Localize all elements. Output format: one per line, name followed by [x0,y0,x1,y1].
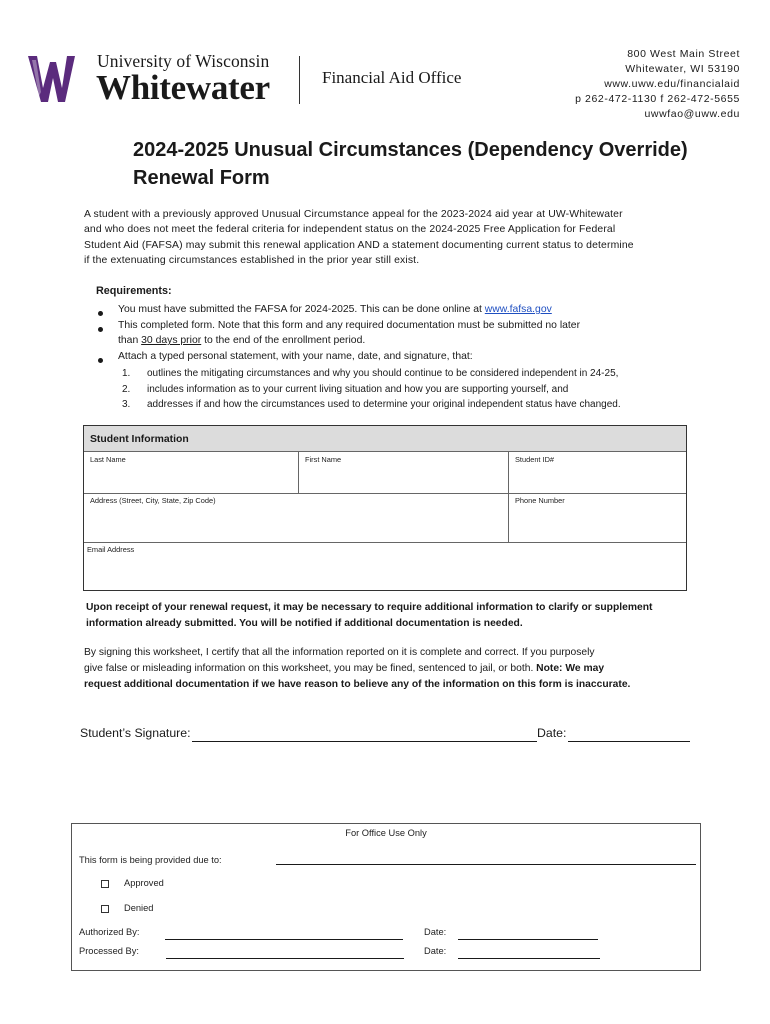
signature-label: Student’s Signature: [80,726,191,740]
sub-item-number: 1. [122,368,131,379]
first-name-label: First Name [305,455,342,464]
last-name-field[interactable] [84,452,298,493]
authorized-date-label: Date: [424,927,447,937]
bullet-icon [98,358,103,363]
processed-by-line[interactable] [166,958,404,959]
contact-city: Whitewater, WI 53190 [625,63,740,75]
requirement-2-line-1: This completed form. Note that this form and any required documentation must be submitted no later [118,320,581,331]
office-use-heading: For Office Use Only [345,828,427,838]
office-use-section [71,823,701,971]
signature-date-label: Date: [537,726,567,740]
processed-by-label: Processed By: [79,946,139,956]
approved-label: Approved [124,878,164,888]
bullet-icon [98,327,103,332]
processed-date-label: Date: [424,946,447,956]
contact-block [575,47,740,122]
reason-line[interactable] [276,864,696,865]
office-name: Financial Aid Office [322,68,462,87]
sub-item-text: outlines the mitigating circumstances and why you should continue to be considered independent in 24-25, [147,368,619,379]
authorized-by-label: Authorized By: [79,927,140,937]
intro-paragraph [84,207,689,269]
email-label: Email Address [87,545,135,554]
address-label: Address (Street, City, State, Zip Code) [90,496,216,505]
student-info-section [83,425,687,591]
campus-name: Whitewater [96,68,270,107]
denied-checkbox[interactable] [101,905,109,913]
last-name-label: Last Name [90,455,126,464]
student-id-label: Student ID# [515,455,555,464]
first-name-field[interactable] [299,452,508,493]
requirement-item-2 [118,318,580,349]
sub-item-number: 2. [122,383,131,395]
intro-line: if the extenuating circumstances established in the prior year still exist. [84,255,420,267]
intro-line: A student with a previously approved Unusual Circumstance appeal for the 2023-2024 aid year at UW-Whitewater [84,209,623,220]
bullet-icon [98,311,103,316]
university-name: University of Wisconsin [97,51,270,71]
student-info-heading: Student Information [90,434,189,445]
student-info-header [84,426,686,452]
phone-label: Phone Number [515,496,565,505]
requirement-2-line-2 [118,333,580,348]
notice-paragraph [86,600,696,632]
signature-date-line[interactable] [568,741,690,742]
sub-item [122,366,621,382]
certify-line-1: By signing this worksheet, I certify that all the information reported on it is complete and correct. If you purposely [84,647,595,658]
contact-phone: p 262-472-1130 f 262-472-5655 [575,93,740,105]
authorized-by-line[interactable] [165,939,403,940]
certification-paragraph [84,645,694,692]
page-title [133,136,688,192]
signature-line[interactable] [192,741,537,742]
header-divider [299,56,300,104]
denied-label: Denied [124,903,154,913]
notice-line: Upon receipt of your renewal request, it may be necessary to require additional information to clarify or supplement [86,602,653,613]
notice-line: information already submitted. You will be notified if additional documentation is needed. [86,617,523,629]
deadline-underline: 30 days prior [141,335,202,347]
certify-note: Note: We may [536,662,605,674]
sub-item-text: addresses if and how the circumstances used to determine your original independent status have changed. [147,399,621,411]
approved-checkbox[interactable] [101,880,109,888]
student-id-field[interactable] [509,452,686,493]
requirement-1-text: You must have submitted the FAFSA for 2024-2025. This can be done online at [118,304,485,315]
sub-item-number: 3. [122,399,131,411]
certify-line-2 [84,661,694,677]
email-field[interactable] [84,543,686,590]
requirement-item-3: Attach a typed personal statement, with your name, date, and signature, that: [118,351,473,362]
reason-label: This form is being provided due to: [79,855,222,865]
requirements-heading: Requirements: [96,285,172,297]
certify-line-3: request additional documentation if we have reason to believe any of the information on this form is inaccurate. [84,678,631,690]
intro-line: Student Aid (FAFSA) may submit this renewal application AND a statement documenting current status to determine [84,239,634,251]
certify-line-2-text: give false or misleading information on this worksheet, you may be fined, sentenced to jail, or both. [84,662,537,674]
requirement-2-pre: than [118,335,142,347]
requirement-item-1 [118,302,552,317]
requirement-2-post: to the end of the enrollment period. [201,335,366,347]
fafsa-link[interactable]: www.fafsa.gov [484,304,552,315]
sub-item [122,397,621,413]
university-logo-icon [26,52,76,106]
contact-website: www.uww.edu/financialaid [604,78,740,90]
sub-item-text: includes information as to your current living situation and how you are supporting yourself, and [147,383,569,395]
title-line-2: Renewal Form [133,167,270,189]
authorized-date-line[interactable] [458,939,598,940]
address-field[interactable] [84,494,508,542]
sub-item [122,382,621,398]
phone-field[interactable] [509,494,686,542]
processed-date-line[interactable] [458,958,600,959]
intro-line: and who does not meet the federal criteria for independent status on the 2024-2025 Free Application for Federal [84,224,616,236]
contact-address: 800 West Main Street [627,48,740,60]
contact-email: uwwfao@uww.edu [644,108,740,120]
title-line-1: 2024-2025 Unusual Circumstances (Dependency Override) [133,139,688,161]
statement-sub-list [122,366,621,413]
